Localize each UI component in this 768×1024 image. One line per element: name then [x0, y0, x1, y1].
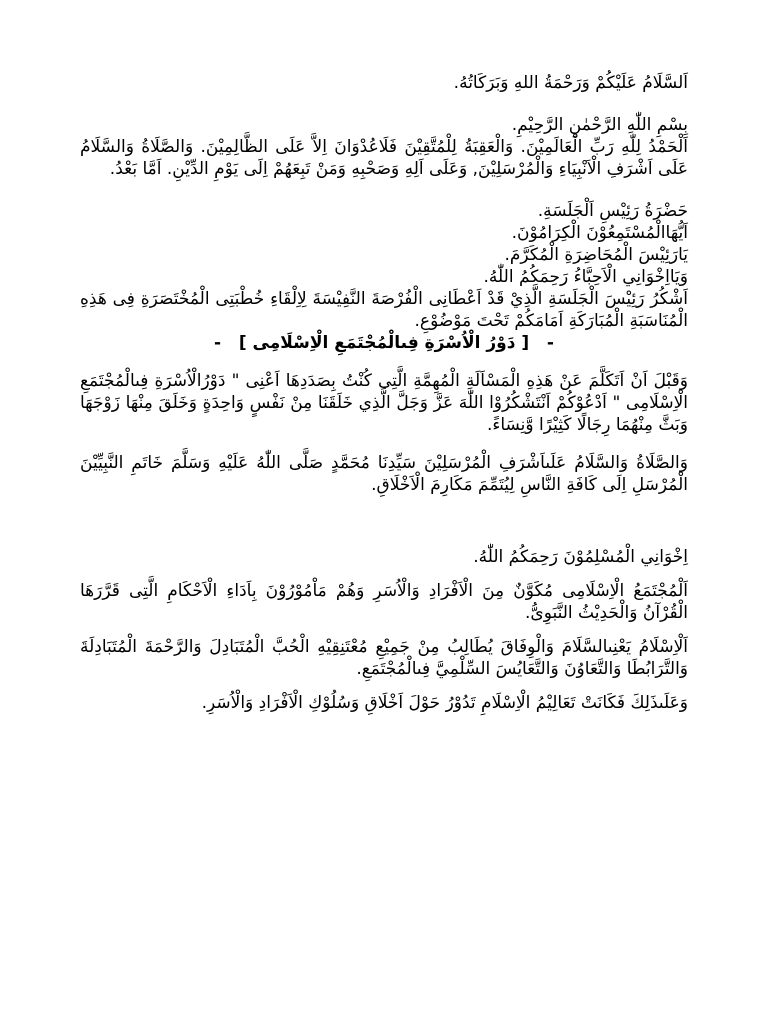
topic-intro-paragraph: وَقَبْلَ اَنْ اَتَكَلَّمَ عَنْ هَذِهِ الْمَسْاَلَةِ الْمُهِمَّةِ الَّتِى كُنْتُ بِصَدَدِهَا اَعْنِى " دَوْرُالْاُسْرَةِ فِىالْمُجْتَمَعِ الْاِسْلَامِى " اَدْعُوْكُمْ اَنْتَشْكُرُوْا اللّٰهَ عَزَّ وَجَلَّ الَّذِي خَلَقَنَا مِنْ نَفْسٍ وَاحِدَةٍ وَخَلَقَ مِنْهَا زَوْجَهَا وَبَثَّ مِنْهُمَا رِجَالًا كَثِيْرًا وَّنِسَاءً. — [80, 371, 688, 435]
brothers-address-paragraph: اِخْوَانِي الْمُسْلِمُوْنَ رَحِمَكُمُ اللّٰهُ. — [473, 547, 688, 567]
islam-paragraph: اَلْاِسْلَامُ يَعْنِىالسَّلَامَ وَالْوِفَاقَ يُطَالِبُ مِنْ جَمِيْعِ مُعْتَنِقِيْهِ الْحُبَّ الْمُتَبَادِلَ وَالرَّحْمَةَ الْمُتَبَادِلَةَ وَالتَّرَابُطَا وَالتَّعَاوُنَ وَالتَّعَايُسَ السِّلْمِيَّ فِىالْمُجْتَمَعِ. — [80, 637, 688, 679]
teachings-paragraph: وَعَلَىذَلِكَ فَكَانَتْ تَعَالِيْمُ الْاِسْلَامِ تَدُوْرُ حَوْلَ اَخْلَاقِ وَسُلُوْكِ الْاَفْرَادِ وَالْاُسَرِ. — [201, 693, 688, 713]
title-text: [ دَوْرُ الْاُسْرَةِ فِىالْمُجْتَمَعِ الْاِسْلَامِى ] — [238, 333, 530, 353]
address-lecture-chair: يَارَئِيْسَ الْمُحَاضِرَةِ الْمُكَرَّمَ. — [504, 245, 688, 265]
salawat-paragraph: وَالصَّلَاةُ وَالسَّلَامُ عَلَىاَشْرَفِ الْمُرْسَلِيْنَ سَيِّدِنَا مُحَمَّدٍ صَلَّى اللّٰهُ عَلَيْهِ وَسَلَّمَ خَاتَمِ النَّبِيِّيْنَ الْمُرْسَلِ اِلَى كَافَةِ النَّاسِ لِيُتَمِّمَ مَكَارِمَ الْاَخْلَاقِ. — [80, 453, 688, 495]
address-brothers: وَيَااِخْوَانِي الْاَحِبَّاءُ رَحِمَكُمُ اللّٰهُ. — [483, 267, 688, 287]
document-page — [80, 72, 688, 714]
title-dash-left: - — [214, 333, 222, 353]
basmala-text: بِسْمِ اللّٰهِ الرَّحْمٰنِ الرَّحِيْمِ. — [511, 115, 688, 135]
praise-paragraph: اَلْحَمْدُ لِلّٰهِ رَبِّ الْعَالَمِيْنَ. وَالْعَقِبَةُ لِلْمُتَّقِيْنَ فَلَاعُدْوَانَ اِلاَّ عَلَى الظَّالِمِيْنَ. وَالصَّلَاةُ وَالسَّلَامُ عَلَى اَشْرَفِ الْاَنْبِيَاءِ وَالْمُرْسَلِيْنَ, وَعَلَى اَلِهِ وَصَحْبِهِ وَمَنْ تَبِعَهُمْ اِلَى يَوْمِ الدِّيْنِ. اَمَّا بَعْدُ. — [80, 137, 688, 179]
society-paragraph: اَلْمُجْتَمَعُ الْاِسْلَامِى مُكَوَّنٌ مِنَ الْاَفْرَادِ وَالْاُسَرِ وَهُمْ مَاْمُوْرُوْنَ بِاَدَاءِ الْاَحْكَامِ الَّتِى قَرَّرَهَا الْقُرْآنُ وَالْحَدِيْثُ النَّبَوِىُّ. — [80, 581, 688, 623]
address-listeners: اَيُّهَاالْمُسْتَمِعُوْنَ الْكِرَامُوْنَ. — [511, 223, 688, 243]
greeting-text: اَلسَّلَامُ عَلَيْكُمْ وَرَحْمَةُ اللهِ وَبَرَكَاتُهُ. — [453, 73, 688, 93]
address-chairman: حَضْرَةُ رَئِيْسِ اَلْجَلَسَةِ. — [537, 201, 688, 221]
title-dash-right: - — [546, 333, 554, 353]
speech-title — [80, 332, 688, 354]
thanks-paragraph: اَشْكُرُ رَئِيْسَ الْجَلَسَةِ الَّذِيْ قَدْ اَعْطَانِى الْفُرْصَةَ النَّفِيْسَةَ لِاِلْقَاءِ خُطْبَتِى الْمُخْتَصَرَةِ فِى هَذِهِ الْمُنَاسَبَةِ الْمُبَارَكَةِ اَمَامَكُمْ تَحْتَ مَوْضُوْعِ. — [80, 289, 688, 331]
